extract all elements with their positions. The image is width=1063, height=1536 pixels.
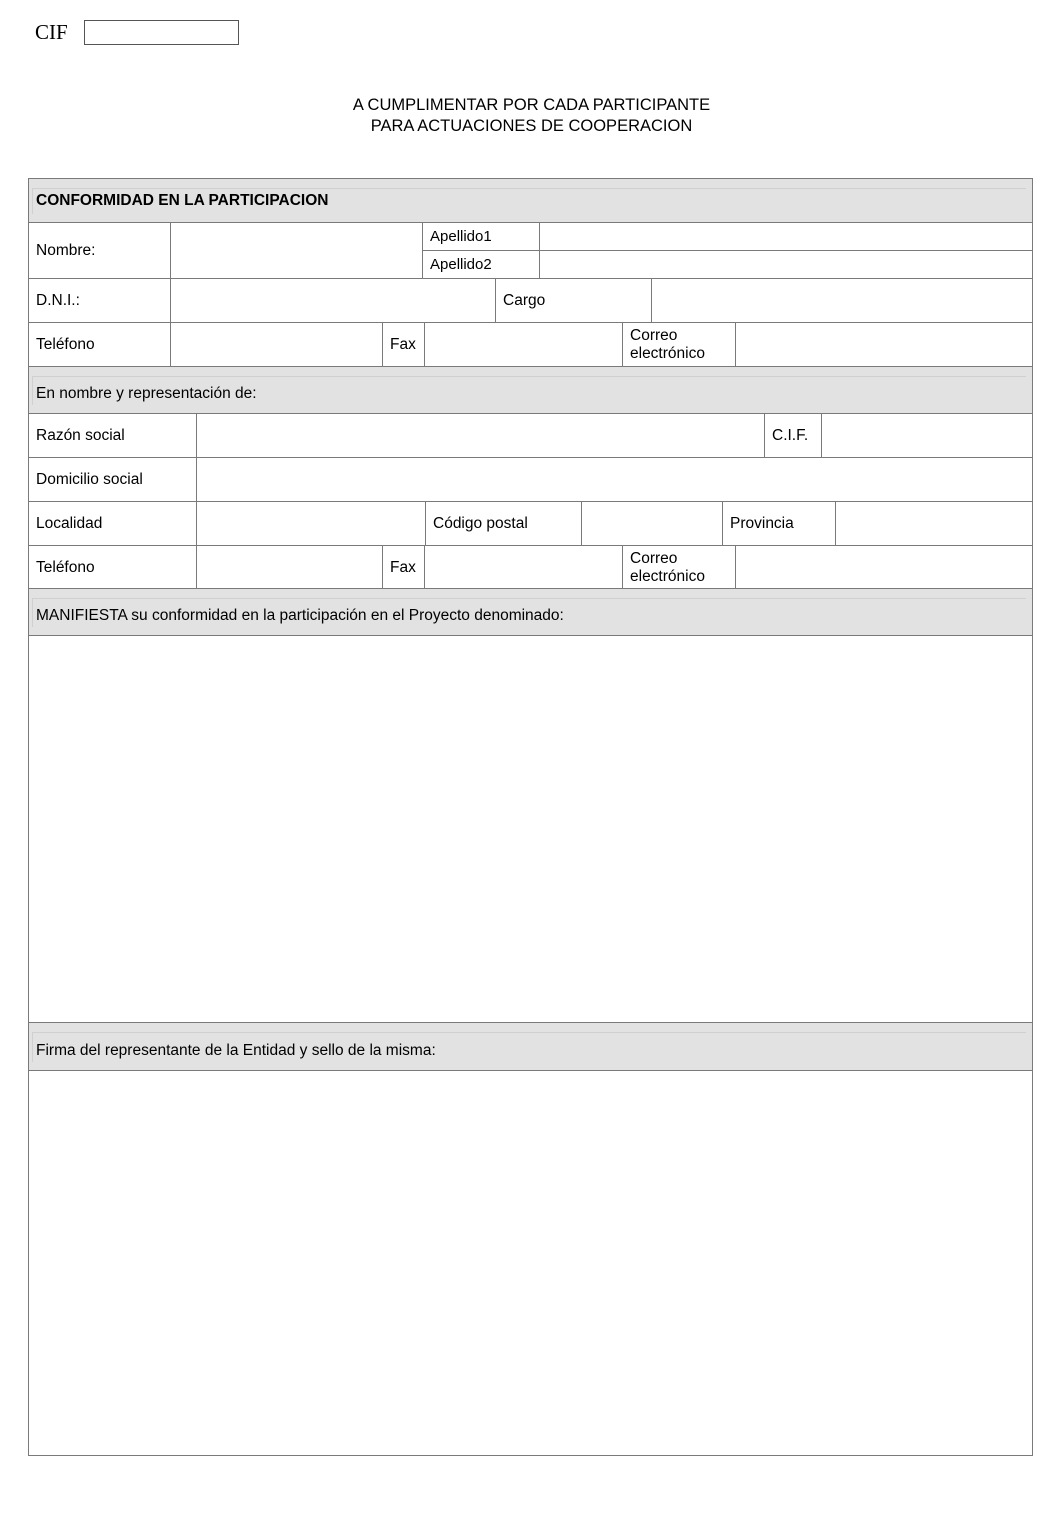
section-conformidad	[28, 178, 1033, 223]
title-line-2: PARA ACTUACIONES DE COOPERACION	[370, 117, 693, 135]
razon-social-field[interactable]	[196, 413, 766, 458]
localidad-field[interactable]	[196, 501, 426, 546]
provincia-field[interactable]	[835, 501, 1033, 546]
entity-correo-label-line1: Correo	[630, 549, 678, 567]
apellido2-label: Apellido2	[422, 250, 540, 279]
title-line-1: A CUMPLIMENTAR POR CADA PARTICIPANTE	[352, 96, 711, 114]
codigo-postal-label: Código postal	[425, 501, 582, 546]
cargo-field[interactable]	[651, 278, 1033, 323]
codigo-postal-field[interactable]	[581, 501, 723, 546]
person-correo-label	[622, 322, 736, 367]
domicilio-field[interactable]	[196, 457, 1033, 502]
nombre-field[interactable]	[170, 222, 423, 279]
entity-fax-field[interactable]	[424, 545, 623, 590]
nombre-label: Nombre:	[28, 222, 171, 279]
person-correo-label-line2: electrónico	[630, 344, 705, 362]
section-conformidad-title: CONFORMIDAD EN LA PARTICIPACION	[36, 191, 329, 209]
person-telefono-field[interactable]	[170, 322, 383, 367]
proyecto-field[interactable]	[28, 635, 1033, 1023]
entity-correo-field[interactable]	[735, 545, 1033, 590]
cif-label: CIF	[35, 20, 68, 44]
firma-field[interactable]	[28, 1070, 1033, 1456]
razon-social-label: Razón social	[28, 413, 197, 458]
participation-form	[28, 178, 1033, 1456]
section-representacion-title: En nombre y representación de:	[36, 385, 257, 402]
entity-telefono-field[interactable]	[196, 545, 383, 590]
section-manifiesta	[28, 588, 1033, 636]
entity-telefono-label: Teléfono	[28, 545, 197, 590]
dni-field[interactable]	[170, 278, 496, 323]
entity-correo-label	[622, 545, 736, 590]
person-correo-field[interactable]	[735, 322, 1033, 367]
form-title	[0, 95, 1063, 137]
section-representacion	[28, 366, 1033, 414]
person-fax-label: Fax	[382, 322, 425, 367]
entity-cif-label: C.I.F.	[764, 413, 822, 458]
person-fax-field[interactable]	[424, 322, 623, 367]
domicilio-label: Domicilio social	[28, 457, 197, 502]
apellido2-field[interactable]	[539, 250, 1033, 279]
person-correo-label-line1: Correo	[630, 326, 678, 344]
section-manifiesta-title: MANIFIESTA su conformidad en la participación en el Proyecto denominado:	[36, 607, 564, 624]
entity-cif-field[interactable]	[821, 413, 1033, 458]
cif-input[interactable]	[84, 20, 239, 45]
provincia-label: Provincia	[722, 501, 836, 546]
section-firma	[28, 1022, 1033, 1071]
localidad-label: Localidad	[28, 501, 197, 546]
entity-correo-label-line2: electrónico	[630, 567, 705, 585]
cargo-label: Cargo	[495, 278, 652, 323]
dni-label: D.N.I.:	[28, 278, 171, 323]
apellido1-label: Apellido1	[422, 222, 540, 251]
apellido1-field[interactable]	[539, 222, 1033, 251]
entity-fax-label: Fax	[382, 545, 425, 590]
person-telefono-label: Teléfono	[28, 322, 171, 367]
section-firma-title: Firma del representante de la Entidad y sello de la misma:	[36, 1041, 436, 1059]
